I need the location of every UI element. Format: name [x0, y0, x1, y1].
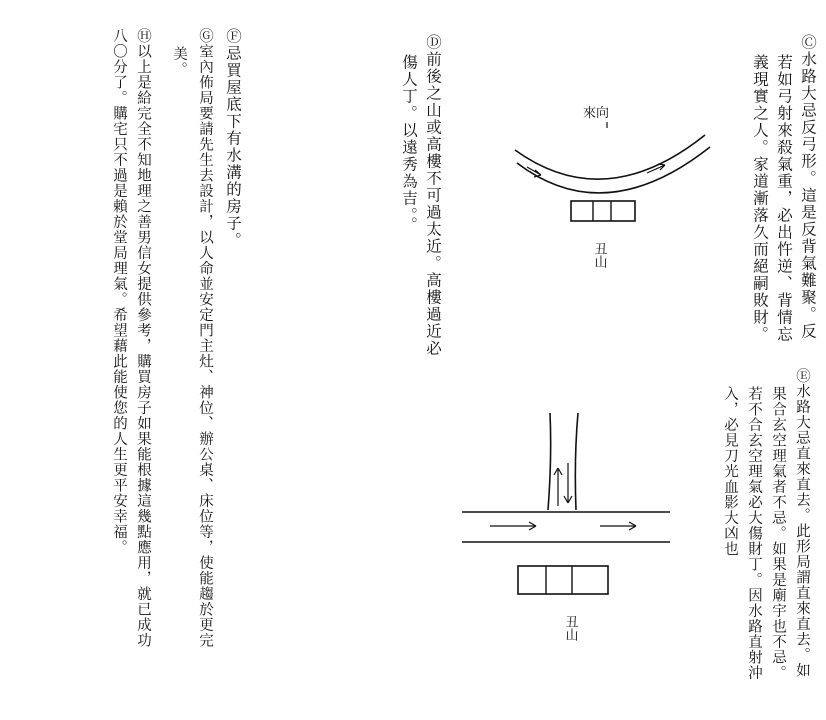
arc-label-direction: 來向 [583, 106, 610, 121]
section-g-line-1: Ⓖ室內佈局要請先生去設計，以人命並安定門主灶、神位、辦公桌、床位等，使能趨於更完 [197, 28, 213, 648]
straight-house-label: 丑山 [562, 615, 578, 641]
section-e-line-1: Ⓔ水路大忌直來直去。此形局謂直來直去。如 [794, 368, 810, 678]
section-c-line-3: 義現實之人。家道漸落久而絕嗣敗財。 [751, 54, 769, 343]
section-c-line-1: Ⓒ水路大忌反弓形。這是反背氣難聚。反 [799, 34, 817, 340]
reverse-arc-diagram [505, 95, 725, 315]
section-g-line-2: 美。 [171, 46, 187, 77]
section-e-line-3: 若不合玄空理氣必大傷財丁。因水路直射沖 [746, 386, 762, 681]
section-c-line-2: 若如弓射來殺氣重，必出忤逆、背情忘 [775, 54, 793, 343]
section-d-line-2: 傷人丁。以遠秀為吉。。 [400, 54, 418, 234]
section-d-line-1: Ⓓ前後之山或高樓不可過太近。高樓過近必 [424, 34, 442, 357]
arc-house-label: 丑山 [591, 242, 607, 268]
section-e-line-2: 果合玄空理氣者不忌。如果是廟宇也不忌。 [770, 386, 786, 681]
straight-road-diagram [460, 408, 680, 658]
section-h-line-1: Ⓗ以上是給完全不知地理之善男信女提供參考，購買房子如果能根據這幾點應用，就已成功 [135, 28, 151, 648]
section-e-line-4: 入，必見刀光血影大凶也 [722, 386, 738, 557]
section-f-line-1: Ⓕ忌買屋底下有水溝的房子。 [224, 28, 242, 249]
section-h-line-2: 八〇分了。購宅只不過是賴於堂局理氣。希望藉此能使您的人生更平安幸福。 [111, 28, 127, 555]
